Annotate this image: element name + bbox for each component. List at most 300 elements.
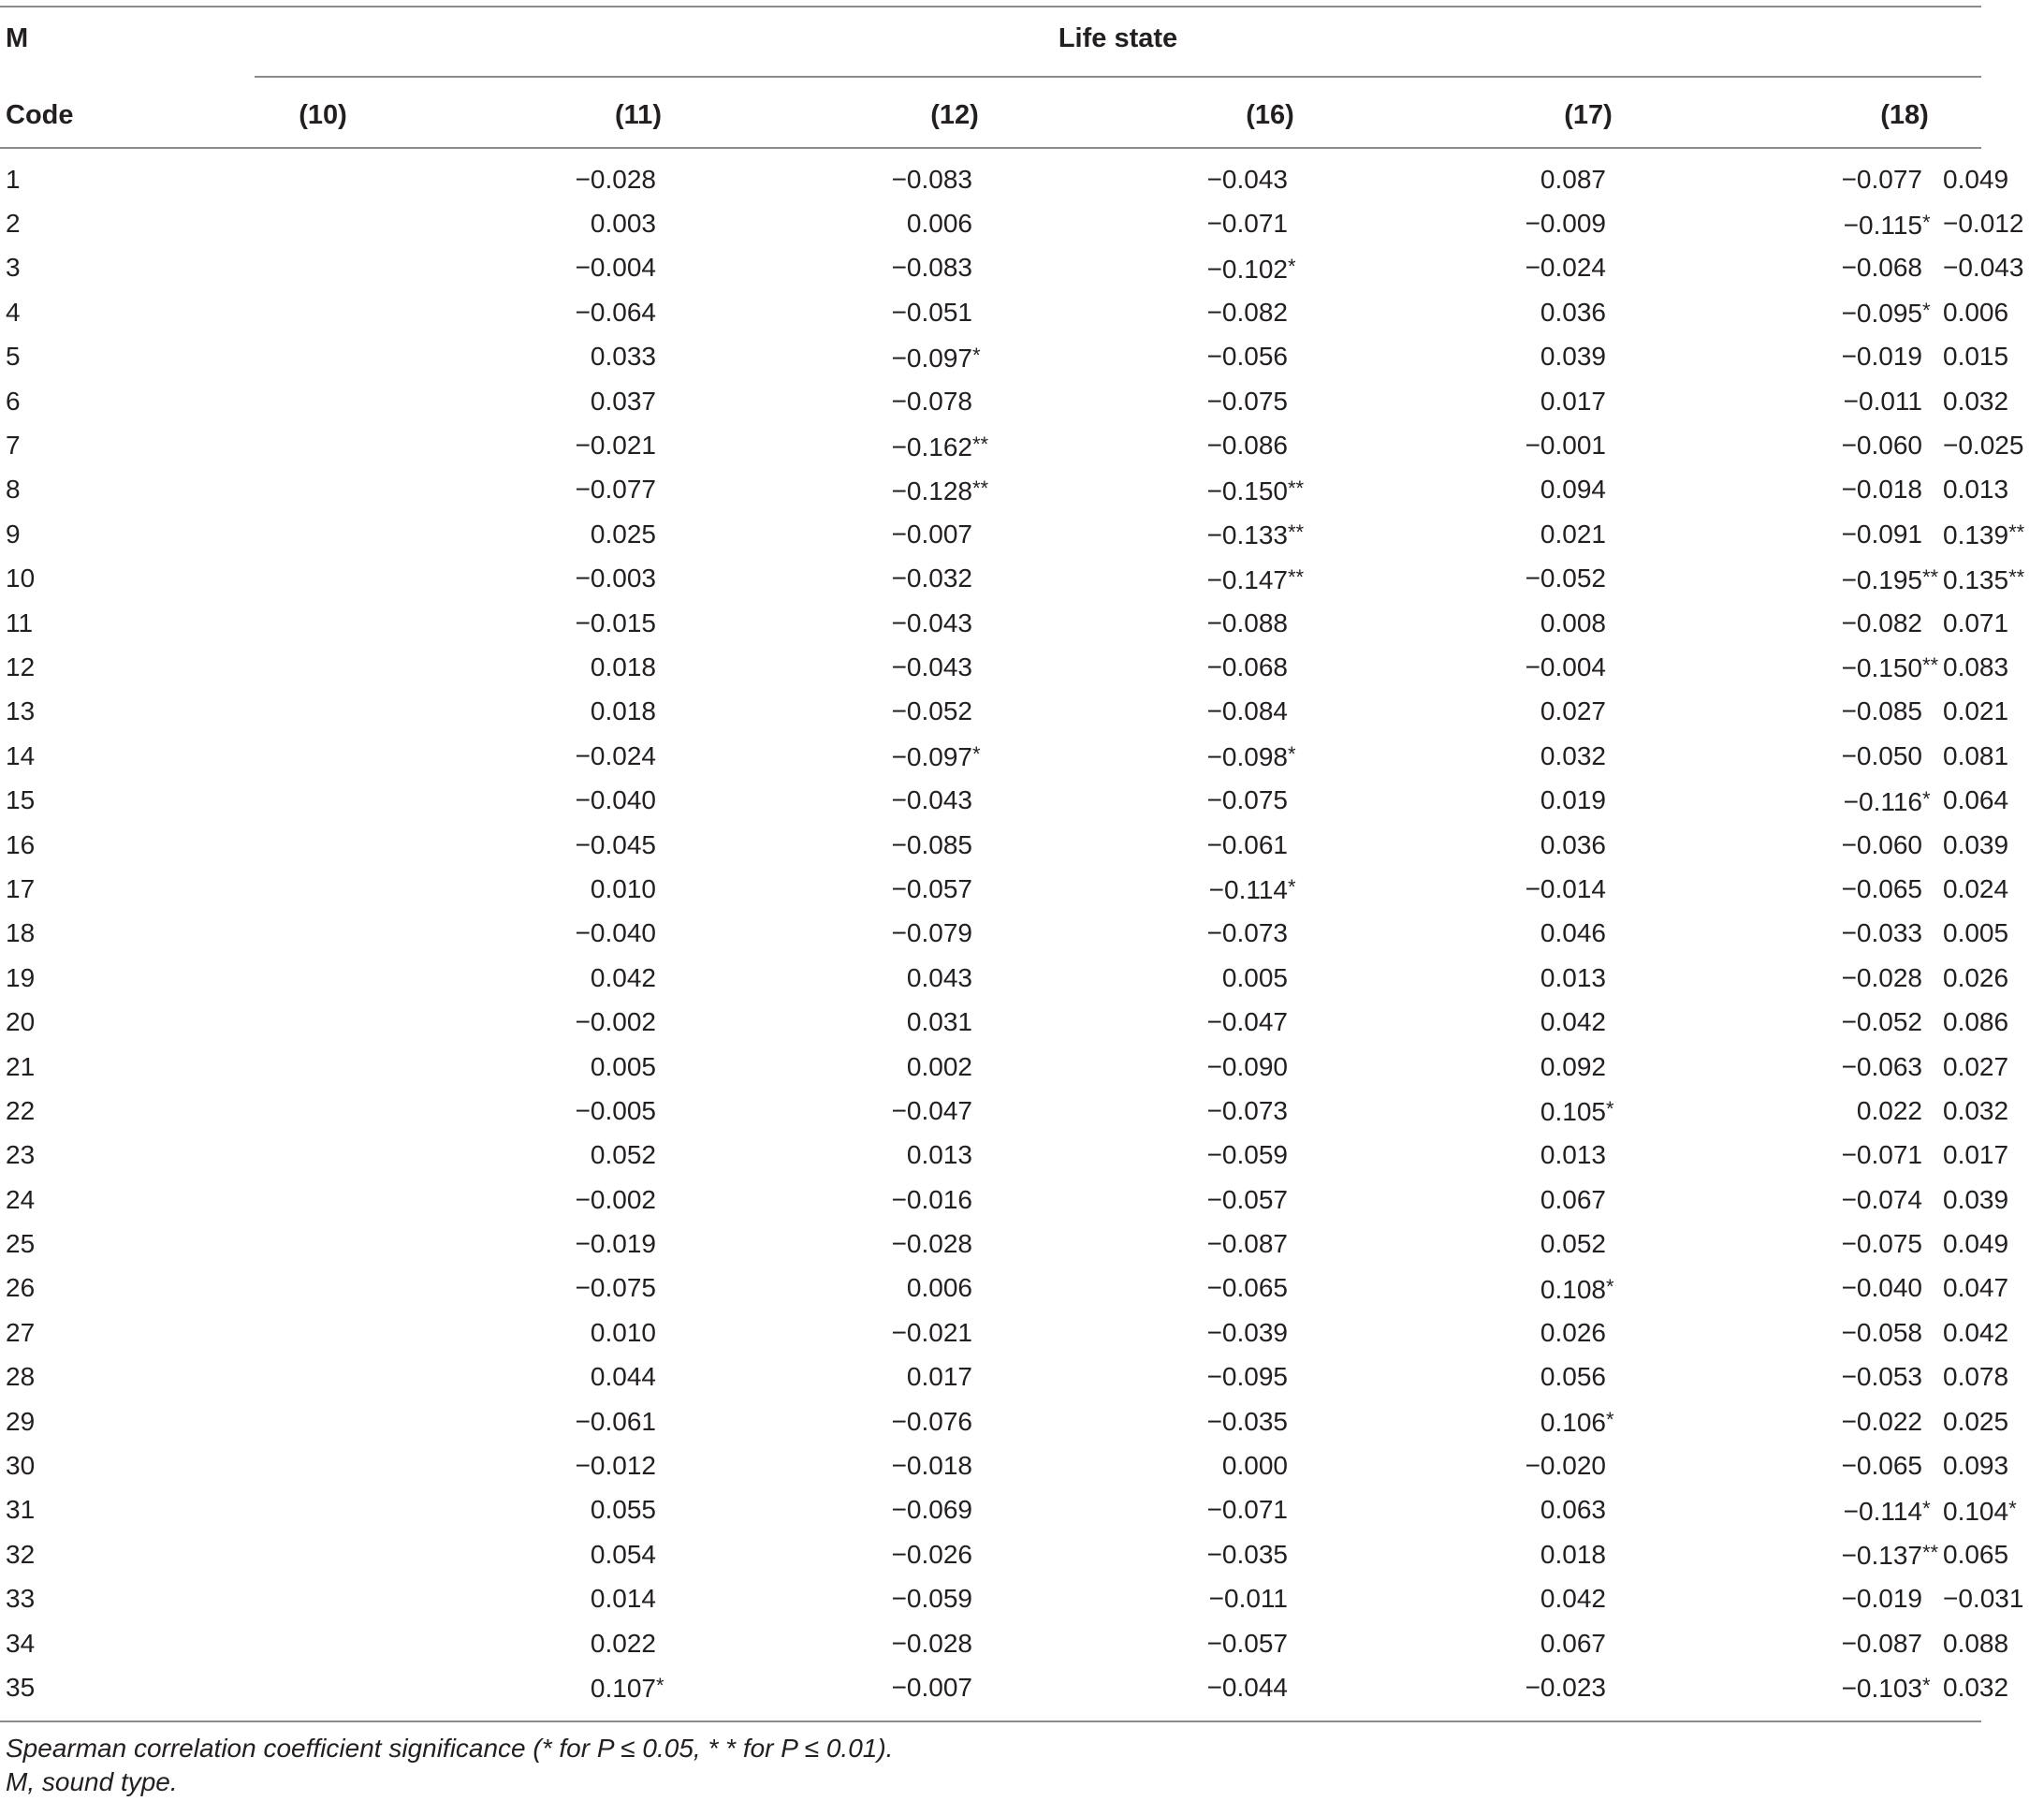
table-cell <box>677 1532 993 1576</box>
table-cell <box>1627 335 1943 379</box>
table-cell <box>1943 201 2024 245</box>
row-spacer <box>187 690 360 734</box>
row-spacer <box>187 1178 360 1222</box>
row-spacer <box>187 1089 360 1133</box>
significance-marker: * <box>656 1674 664 1698</box>
table-cell <box>1627 557 1943 601</box>
cell-value: 0.039 <box>1540 342 1606 372</box>
cell-value: −0.018 <box>891 1451 972 1481</box>
table-cell <box>1943 468 2009 512</box>
table-cell <box>1943 423 2024 467</box>
cell-value: 0.087 <box>1540 164 1606 194</box>
significance-footnote: Spearman correlation coefficient significance (* for P ≤ 0.05, * * for P ≤ 0.01). <box>6 1734 894 1763</box>
table-cell <box>1308 1310 1627 1354</box>
table-cell <box>1308 157 1627 201</box>
table-cell <box>1943 1399 2009 1443</box>
cell-value: −0.102 <box>1206 254 1288 284</box>
table-cell <box>360 1267 677 1310</box>
significance-marker: * <box>1606 1097 1614 1121</box>
table-cell <box>360 290 677 334</box>
table-row <box>0 1310 1981 1354</box>
table-cell <box>360 1443 677 1487</box>
cell-value: −0.057 <box>1206 1628 1288 1658</box>
significance-marker: * <box>1606 1408 1614 1432</box>
cell-value: 0.039 <box>1943 829 2009 859</box>
row-code: 32 <box>6 1539 36 1569</box>
row-spacer <box>187 912 360 956</box>
row-code: 14 <box>6 740 36 770</box>
cell-value: 0.063 <box>1540 1495 1606 1525</box>
row-code: 17 <box>6 873 36 903</box>
cell-value: −0.004 <box>575 253 656 283</box>
table-cell <box>677 1488 993 1532</box>
cell-value: −0.071 <box>1206 1495 1288 1525</box>
table-cell <box>1943 1045 2009 1089</box>
cell-value: 0.055 <box>590 1495 656 1525</box>
table-cell <box>1627 1665 1943 1709</box>
table-cell <box>360 645 677 689</box>
table-cell <box>1943 956 2009 1000</box>
table-cell <box>677 1577 993 1621</box>
table-row <box>0 1000 1981 1044</box>
table-cell <box>1943 1134 2009 1178</box>
table-cell <box>677 201 993 245</box>
cell-value: −0.085 <box>1841 696 1922 726</box>
table-cell <box>1308 512 1627 556</box>
row-code: 1 <box>6 164 21 194</box>
significance-marker: ** <box>1922 653 1939 678</box>
table-cell <box>1627 1134 1943 1178</box>
table-cell <box>360 1577 677 1621</box>
table-cell <box>993 1310 1308 1354</box>
table-cell <box>677 1267 993 1310</box>
cell-value: −0.078 <box>891 386 972 416</box>
table-cell <box>1627 690 1943 734</box>
table-row <box>0 1089 1981 1133</box>
table-cell <box>1308 956 1627 1000</box>
cell-value: 0.104 <box>1943 1496 2009 1526</box>
table-cell <box>1308 601 1627 645</box>
cell-value: −0.115 <box>1843 210 1922 240</box>
table-cell <box>1627 246 1943 290</box>
cell-value: 0.024 <box>1943 873 2009 903</box>
table-row <box>0 1443 1981 1487</box>
table-cell <box>1943 1532 2009 1576</box>
cell-value: −0.082 <box>1841 608 1922 637</box>
cell-value: 0.071 <box>1943 608 2009 637</box>
significance-marker: ** <box>1288 520 1305 545</box>
cell-value: −0.026 <box>891 1539 972 1569</box>
row-code: 28 <box>6 1362 36 1392</box>
table-cell <box>993 1178 1308 1222</box>
cell-value: −0.114 <box>1843 1496 1922 1526</box>
data-table <box>0 157 2025 1710</box>
table-row <box>0 690 1981 734</box>
table-cell <box>360 601 677 645</box>
cell-value: 0.032 <box>1943 1672 2009 1702</box>
row-spacer <box>187 423 360 467</box>
table-cell <box>1627 1577 1943 1621</box>
cell-value: −0.047 <box>1206 1007 1288 1037</box>
table-cell <box>1627 867 1943 911</box>
table-row <box>0 1399 1981 1443</box>
cell-value: −0.052 <box>1841 1007 1922 1037</box>
row-spacer <box>187 1222 360 1266</box>
table-cell <box>1308 201 1627 245</box>
cell-value: −0.051 <box>891 297 972 327</box>
table-cell <box>1308 1443 1627 1487</box>
table-cell <box>677 734 993 778</box>
cell-value: −0.058 <box>1841 1317 1922 1347</box>
table-cell <box>1308 778 1627 822</box>
cell-value: 0.052 <box>1540 1229 1606 1259</box>
table-cell <box>1943 1222 2009 1266</box>
table-cell <box>360 1000 677 1044</box>
cell-value: 0.042 <box>1943 1317 2009 1347</box>
table-row <box>0 290 1981 334</box>
significance-marker: * <box>1922 1496 1931 1520</box>
cell-value: −0.074 <box>1841 1184 1922 1214</box>
row-code: 12 <box>6 652 36 681</box>
row-spacer <box>187 1134 360 1178</box>
cell-value: 0.054 <box>590 1539 656 1569</box>
table-cell <box>360 335 677 379</box>
table-cell <box>993 201 1308 245</box>
cell-value: −0.162 <box>891 432 972 461</box>
row-code: 2 <box>6 209 21 239</box>
cell-value: −0.043 <box>1943 253 2024 283</box>
table-cell <box>1627 601 1943 645</box>
table-cell <box>1308 1089 1627 1133</box>
cell-value: 0.106 <box>1540 1408 1606 1438</box>
cell-value: −0.015 <box>575 608 656 637</box>
row-spacer <box>187 468 360 512</box>
cell-value: 0.018 <box>1540 1539 1606 1569</box>
cell-value: 0.092 <box>1540 1051 1606 1081</box>
table-cell <box>360 956 677 1000</box>
row-spacer <box>187 512 360 556</box>
row-code: 16 <box>6 829 36 859</box>
significance-marker: * <box>1288 742 1296 767</box>
table-cell <box>677 1134 993 1178</box>
row-spacer <box>187 956 360 1000</box>
cell-value: 0.013 <box>1540 1140 1606 1170</box>
table-cell <box>993 823 1308 867</box>
table-cell <box>1627 201 1943 245</box>
table-cell <box>1308 335 1627 379</box>
cell-value: 0.013 <box>1943 475 2009 505</box>
table-row <box>0 912 1981 956</box>
row-spacer <box>187 645 360 689</box>
cell-value: −0.088 <box>1206 608 1288 637</box>
column-header: (11) <box>615 100 662 130</box>
significance-marker: ** <box>2008 564 2025 589</box>
table-cell <box>1943 335 2009 379</box>
cell-value: −0.052 <box>1525 564 1606 593</box>
table-cell <box>677 1443 993 1487</box>
table-cell <box>993 1532 1308 1576</box>
cell-value: 0.006 <box>1943 297 2009 327</box>
table-row <box>0 423 1981 467</box>
table-row <box>0 734 1981 778</box>
cell-value: −0.083 <box>891 253 972 283</box>
table-cell <box>1627 778 1943 822</box>
cell-value: −0.002 <box>575 1184 656 1214</box>
row-spacer <box>187 1621 360 1665</box>
cell-value: −0.150 <box>1206 476 1288 505</box>
table-cell <box>677 1355 993 1399</box>
table-cell <box>360 201 677 245</box>
cell-value: −0.068 <box>1841 253 1922 283</box>
row-code: 33 <box>6 1584 36 1614</box>
cell-value: 0.000 <box>1221 1451 1288 1481</box>
table-cell <box>677 690 993 734</box>
cell-value: 0.021 <box>1540 519 1606 549</box>
cell-value: 0.108 <box>1540 1274 1606 1304</box>
cell-value: 0.088 <box>1943 1628 2009 1658</box>
cell-value: −0.082 <box>1206 297 1288 327</box>
group-header: Life state <box>1058 23 1178 53</box>
table-row <box>0 201 1981 245</box>
cell-value: −0.077 <box>575 475 656 505</box>
cell-value: 0.022 <box>590 1628 656 1658</box>
table-cell <box>360 557 677 601</box>
significance-marker: * <box>972 343 981 367</box>
significance-marker: * <box>1606 1274 1614 1298</box>
cell-value: −0.009 <box>1525 209 1606 239</box>
cell-value: −0.039 <box>1206 1317 1288 1347</box>
table-cell <box>1627 1399 1943 1443</box>
table-cell <box>1943 912 2009 956</box>
table-top-rule <box>0 6 1981 7</box>
table-cell <box>360 1399 677 1443</box>
cell-value: −0.028 <box>575 164 656 194</box>
table-cell <box>1627 1222 1943 1266</box>
table-cell <box>1943 157 2009 201</box>
table-cell <box>993 335 1308 379</box>
cell-value: 0.094 <box>1540 475 1606 505</box>
table-cell <box>1627 1089 1943 1133</box>
row-spacer <box>187 1399 360 1443</box>
cell-value: −0.057 <box>891 873 972 903</box>
significance-marker: * <box>1922 210 1931 234</box>
table-bottom-rule <box>0 1720 1981 1722</box>
table-cell <box>1308 823 1627 867</box>
table-cell <box>1943 823 2009 867</box>
table-cell <box>1308 1222 1627 1266</box>
table-cell <box>1943 1089 2009 1133</box>
table-cell <box>677 912 993 956</box>
table-row <box>0 157 1981 201</box>
cell-value: −0.003 <box>575 564 656 593</box>
significance-marker: * <box>1922 1674 1931 1698</box>
table-row <box>0 1532 1981 1576</box>
cell-value: 0.006 <box>906 209 972 239</box>
cell-value: 0.014 <box>590 1584 656 1614</box>
group-header-rule <box>255 76 1981 78</box>
table-cell <box>993 778 1308 822</box>
row-spacer <box>187 246 360 290</box>
cell-value: −0.076 <box>891 1406 972 1436</box>
table-cell <box>1627 512 1943 556</box>
table-row <box>0 379 1981 423</box>
table-cell <box>1627 956 1943 1000</box>
row-code: 8 <box>6 475 21 505</box>
row-code: 21 <box>6 1051 36 1081</box>
cell-value: 0.037 <box>590 386 656 416</box>
table-cell <box>677 157 993 201</box>
cell-value: 0.025 <box>1943 1406 2009 1436</box>
table-cell <box>1308 1488 1627 1532</box>
table-cell <box>1308 246 1627 290</box>
cell-value: 0.002 <box>906 1051 972 1081</box>
cell-value: −0.007 <box>891 1672 972 1702</box>
cell-value: −0.083 <box>891 164 972 194</box>
row-code: 4 <box>6 297 21 327</box>
cell-value: −0.075 <box>1206 785 1288 815</box>
table-cell <box>677 335 993 379</box>
cell-value: −0.020 <box>1525 1451 1606 1481</box>
cell-value: 0.006 <box>906 1273 972 1303</box>
cell-value: 0.027 <box>1540 696 1606 726</box>
table-cell <box>993 557 1308 601</box>
table-row <box>0 1222 1981 1266</box>
table-cell <box>1943 1310 2009 1354</box>
table-cell <box>360 1355 677 1399</box>
table-cell <box>993 734 1308 778</box>
table-cell <box>1627 1355 1943 1399</box>
cell-value: −0.035 <box>1206 1406 1288 1436</box>
table-cell <box>360 867 677 911</box>
table-cell <box>1308 1178 1627 1222</box>
cell-value: 0.067 <box>1540 1628 1606 1658</box>
cell-value: −0.014 <box>1525 873 1606 903</box>
cell-value: −0.022 <box>1841 1406 1922 1436</box>
cell-value: −0.087 <box>1841 1628 1922 1658</box>
cell-value: −0.087 <box>1206 1229 1288 1259</box>
table-cell <box>360 912 677 956</box>
significance-marker: ** <box>1288 476 1305 500</box>
cell-value: −0.043 <box>891 652 972 681</box>
table-row <box>0 1577 1981 1621</box>
table-cell <box>1308 1000 1627 1044</box>
table-cell <box>1308 734 1627 778</box>
cell-value: 0.049 <box>1943 1229 2009 1259</box>
cell-value: 0.008 <box>1540 608 1606 637</box>
row-code: 9 <box>6 519 21 549</box>
cell-value: 0.083 <box>1943 652 2009 681</box>
table-cell <box>1943 1621 2009 1665</box>
row-spacer <box>187 1310 360 1354</box>
table-cell <box>993 1665 1308 1709</box>
table-cell <box>1943 290 2009 334</box>
cell-value: −0.019 <box>1841 342 1922 372</box>
table-cell <box>993 468 1308 512</box>
significance-marker: * <box>1922 299 1931 323</box>
table-cell <box>677 1089 993 1133</box>
table-cell <box>993 512 1308 556</box>
significance-marker: ** <box>1922 1541 1939 1565</box>
table-cell <box>1627 1621 1943 1665</box>
table-cell <box>1308 1045 1627 1089</box>
table-cell <box>1308 1267 1627 1310</box>
table-cell <box>1308 290 1627 334</box>
table-row <box>0 1621 1981 1665</box>
table-cell <box>1943 512 2025 556</box>
table-cell <box>993 867 1308 911</box>
cell-value: −0.069 <box>891 1495 972 1525</box>
table-cell <box>677 1045 993 1089</box>
cell-value: −0.028 <box>891 1628 972 1658</box>
cell-value: 0.021 <box>1943 696 2009 726</box>
table-cell <box>1943 1577 2024 1621</box>
table-cell <box>677 557 993 601</box>
table-row <box>0 557 1981 601</box>
table-row <box>0 601 1981 645</box>
cell-value: 0.042 <box>590 962 656 992</box>
cell-value: 0.056 <box>1540 1362 1606 1392</box>
table-cell <box>360 468 677 512</box>
table-cell <box>1943 1267 2009 1310</box>
row-code: 6 <box>6 386 21 416</box>
cell-value: −0.095 <box>1206 1362 1288 1392</box>
row-spacer <box>187 1355 360 1399</box>
row-spacer <box>187 734 360 778</box>
cell-value: 0.135 <box>1943 564 2009 594</box>
cell-value: 0.017 <box>906 1362 972 1392</box>
table-cell <box>1627 734 1943 778</box>
table-cell <box>993 246 1308 290</box>
row-spacer <box>187 1443 360 1487</box>
table-cell <box>360 246 677 290</box>
table-cell <box>1943 734 2009 778</box>
row-code: 24 <box>6 1184 36 1214</box>
table-cell <box>1308 468 1627 512</box>
cell-value: 0.005 <box>1943 918 2009 948</box>
cell-value: −0.005 <box>575 1095 656 1125</box>
table-cell <box>360 423 677 467</box>
cell-value: 0.032 <box>1943 386 2009 416</box>
table-cell <box>1308 1134 1627 1178</box>
cell-value: −0.023 <box>1525 1672 1606 1702</box>
cell-value: 0.031 <box>906 1007 972 1037</box>
cell-value: 0.139 <box>1943 520 2009 550</box>
row-spacer <box>187 1488 360 1532</box>
table-row <box>0 1665 1981 1709</box>
cell-value: −0.098 <box>1206 742 1288 772</box>
table-cell <box>360 1532 677 1576</box>
table-cell <box>1627 1443 1943 1487</box>
table-cell <box>677 1310 993 1354</box>
cell-value: −0.091 <box>1841 519 1922 549</box>
row-spacer <box>187 867 360 911</box>
cell-value: 0.042 <box>1540 1584 1606 1614</box>
cell-value: −0.079 <box>891 918 972 948</box>
cell-value: −0.084 <box>1206 696 1288 726</box>
cell-value: −0.065 <box>1841 1451 1922 1481</box>
row-code: 25 <box>6 1229 36 1259</box>
table-cell <box>993 1355 1308 1399</box>
table-cell <box>1943 379 2009 423</box>
cell-value: −0.047 <box>891 1095 972 1125</box>
table-cell <box>1943 1178 2009 1222</box>
cell-value: −0.004 <box>1525 652 1606 681</box>
table-cell <box>1308 1355 1627 1399</box>
cell-value: −0.053 <box>1841 1362 1922 1392</box>
row-spacer <box>187 1577 360 1621</box>
table-cell <box>993 645 1308 689</box>
cell-value: 0.013 <box>906 1140 972 1170</box>
